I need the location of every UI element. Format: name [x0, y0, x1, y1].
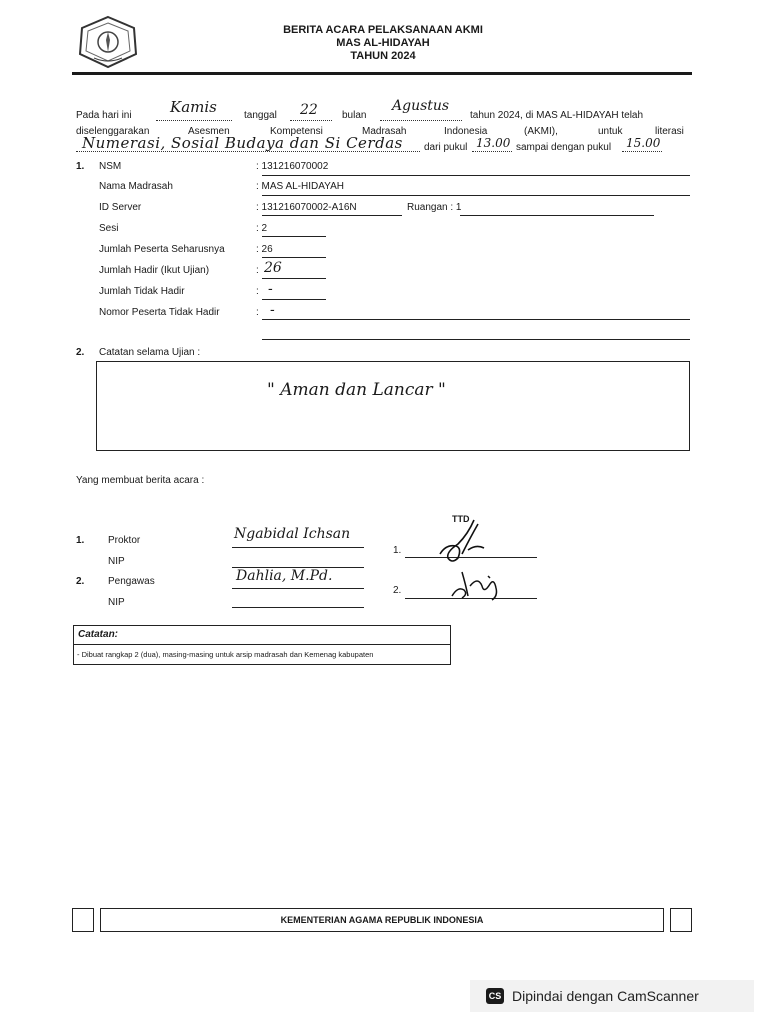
sesi-label: Sesi: [99, 223, 119, 234]
tanggal-handwritten: 22: [300, 102, 318, 118]
catatan-divider: [74, 644, 450, 645]
jumlah-hadir-handwritten: 26: [264, 260, 282, 276]
sesi-line: [262, 236, 326, 237]
pengawas-name-line: [232, 588, 364, 589]
section2-number: 2.: [76, 347, 85, 358]
catatan-box: [73, 625, 451, 665]
doc-title-line1: BERITA ACARA PELAKSANAAN AKMI: [283, 24, 483, 36]
id-server-value: : 131216070002-A16N: [256, 202, 357, 213]
catatan-title: Catatan:: [78, 629, 119, 640]
intro-word-kompetensi: Kompetensi: [270, 126, 323, 137]
peserta-seharusnya-value: : 26: [256, 244, 273, 255]
tanggal-dots: [290, 120, 332, 121]
tidak-hadir-line: [262, 299, 326, 300]
jumlah-hadir-line: [262, 278, 326, 279]
nomor-tidak-hadir-line1: [262, 319, 690, 320]
intro-pada-hari-ini: Pada hari ini: [76, 110, 132, 121]
dari-pukul-handwritten: 13.00: [476, 136, 511, 150]
pengawas-nip-line: [232, 607, 364, 608]
nomor-tidak-hadir-colon: :: [256, 307, 259, 318]
hari-handwritten: Kamis: [170, 98, 217, 116]
ruangan-value: Ruangan : 1: [407, 202, 462, 213]
pengawas-name-handwritten: Dahlia, M.Pd.: [236, 568, 333, 584]
pengawas-number: 2.: [76, 576, 85, 587]
proktor-name-line: [232, 547, 364, 548]
catatan-ujian-box: [96, 361, 690, 451]
intro-bulan-label: bulan: [342, 110, 367, 121]
camscanner-badge: [470, 980, 754, 1012]
proktor-label: Proktor: [108, 535, 141, 546]
intro-tanggal-label: tanggal: [244, 110, 277, 121]
camscanner-icon: CS: [486, 988, 504, 1004]
jumlah-hadir-colon: :: [256, 265, 259, 276]
peserta-seharusnya-line: [262, 257, 326, 258]
jumlah-hadir-label: Jumlah Hadir (Ikut Ujian): [99, 265, 210, 276]
makers-heading: Yang membuat berita acara :: [76, 475, 205, 486]
section1-number: 1.: [76, 161, 85, 172]
intro-word-untuk: untuk: [598, 126, 623, 137]
bulan-handwritten: Agustus: [392, 98, 450, 114]
nsm-line: [262, 175, 690, 176]
proktor-number: 1.: [76, 535, 85, 546]
peserta-seharusnya-label: Jumlah Peserta Seharusnya: [99, 244, 225, 255]
ttd-label: TTD: [452, 514, 470, 524]
pengawas-nip-label: NIP: [108, 597, 125, 608]
intro-word-indonesia: Indonesia: [444, 126, 488, 137]
catatan-ujian-label: Catatan selama Ujian :: [99, 347, 201, 358]
catatan-ujian-note: " Aman dan Lancar ": [267, 380, 446, 400]
intro-word-madrasah: Madrasah: [362, 126, 407, 137]
footer-right-square: [670, 908, 692, 932]
intro-dari-pukul-label: dari pukul: [424, 142, 468, 153]
hari-dots: [156, 120, 232, 121]
footer-ministry-box: [100, 908, 664, 932]
footer-left-square: [72, 908, 94, 932]
pengawas-label: Pengawas: [108, 576, 155, 587]
header-divider: [72, 72, 692, 75]
intro-sampai-label: sampai dengan pukul: [516, 142, 612, 153]
id-server-label: ID Server: [99, 202, 142, 213]
nomor-tidak-hadir-handwritten: -: [270, 302, 275, 318]
signature1-number: 1.: [393, 545, 402, 556]
intro-tail1: tahun 2024, di MAS AL-HIDAYAH telah: [470, 110, 644, 121]
tidak-hadir-handwritten: -: [268, 281, 273, 297]
nomor-tidak-hadir-line2: [262, 339, 690, 340]
camscanner-text: Dipindai dengan CamScanner: [512, 988, 699, 1004]
signature2-image: [448, 566, 504, 604]
doc-title-line3: TAHUN 2024: [350, 50, 416, 62]
bulan-dots: [380, 120, 462, 121]
kemenag-logo: [76, 14, 140, 70]
dari-pukul-dots: [472, 151, 512, 152]
intro-word-asesmen: Asesmen: [188, 126, 230, 137]
sampai-handwritten: 15.00: [626, 136, 661, 150]
doc-title-line2: MAS AL-HIDAYAH: [336, 37, 430, 49]
literasi-handwritten: Numerasi, Sosial Budaya dan Si Cerdas: [82, 134, 403, 152]
nsm-label: NSM: [99, 161, 122, 172]
tidak-hadir-label: Jumlah Tidak Hadir: [99, 286, 185, 297]
signature1-image: [432, 514, 492, 570]
ruangan-line: [460, 215, 654, 216]
sesi-value: : 2: [256, 223, 268, 234]
signature2-number: 2.: [393, 585, 402, 596]
footer-ministry-text: KEMENTERIAN AGAMA REPUBLIK INDONESIA: [280, 915, 484, 925]
intro-word-akmi: (AKMI),: [524, 126, 558, 137]
nama-madrasah-label: Nama Madrasah: [99, 181, 173, 192]
catatan-text: - Dibuat rangkap 2 (dua), masing-masing untuk arsip madrasah dan Kemenag kabupaten: [77, 650, 374, 659]
id-server-line: [262, 215, 402, 216]
tidak-hadir-colon: :: [256, 286, 259, 297]
proktor-name-handwritten: Ngabidal Ichsan: [234, 526, 351, 542]
nomor-tidak-hadir-label: Nomor Peserta Tidak Hadir: [99, 307, 220, 318]
intro-word-diselenggarakan: diselenggarakan: [76, 126, 150, 137]
nsm-value: : 131216070002: [256, 161, 329, 172]
intro-word-literasi: literasi: [655, 126, 684, 137]
nama-madrasah-line: [262, 195, 690, 196]
nama-madrasah-value: : MAS AL-HIDAYAH: [256, 181, 344, 192]
sampai-dots: [622, 151, 662, 152]
proktor-nip-label: NIP: [108, 556, 125, 567]
